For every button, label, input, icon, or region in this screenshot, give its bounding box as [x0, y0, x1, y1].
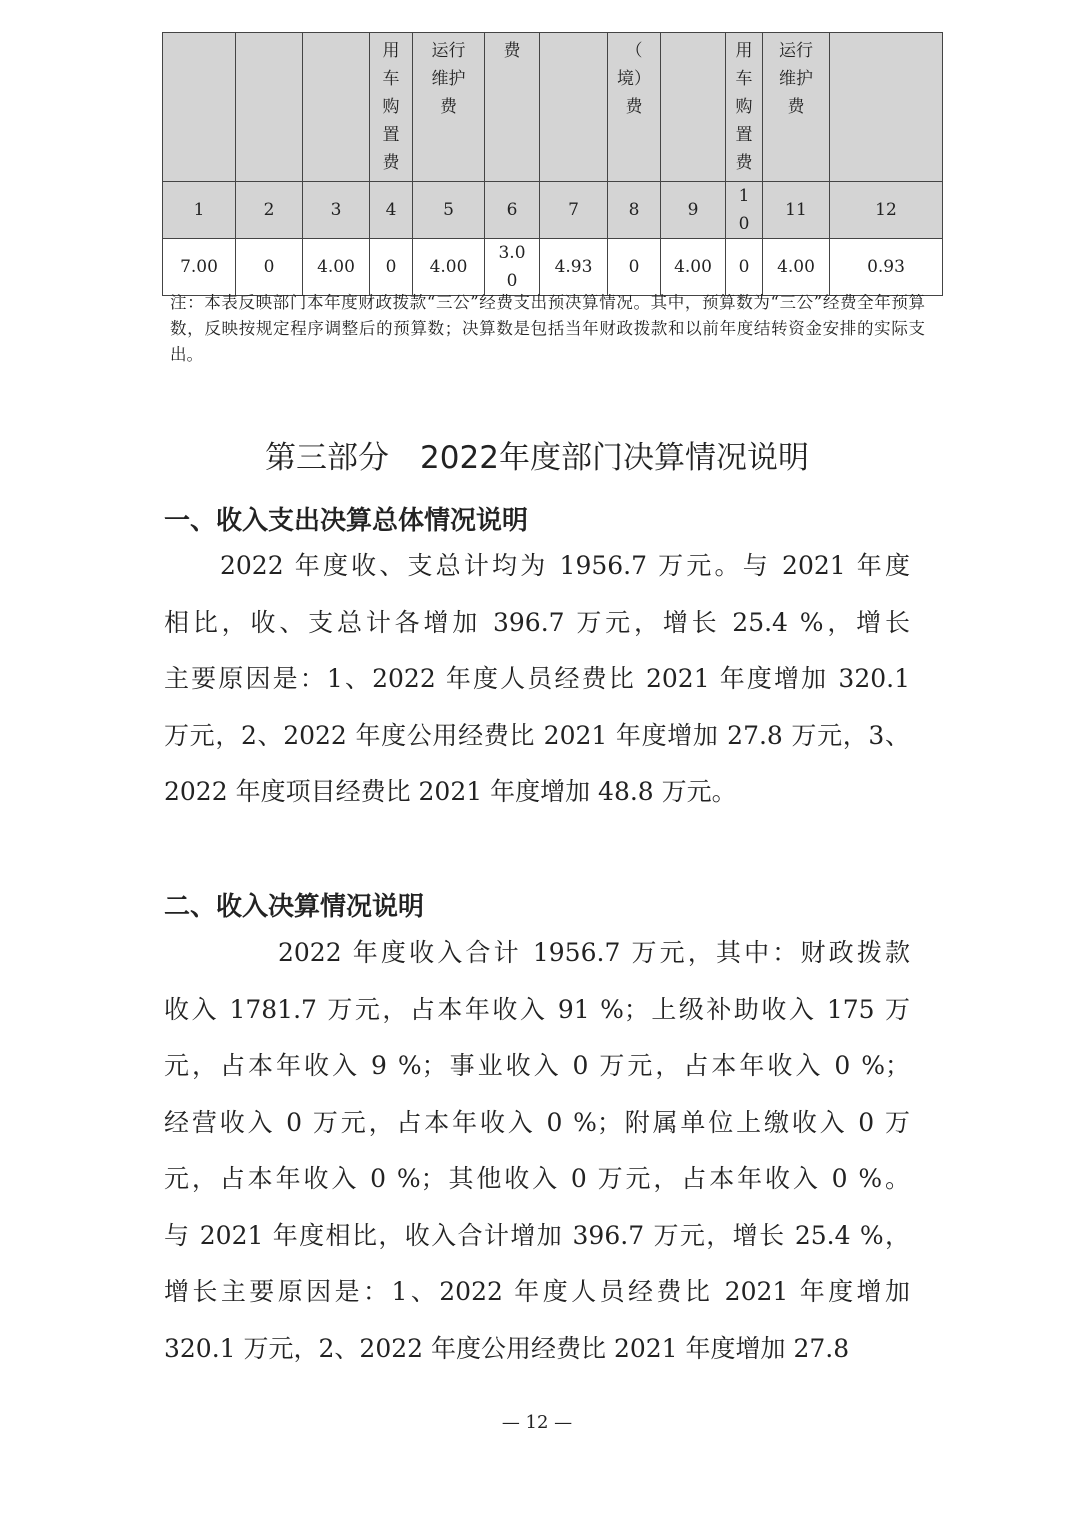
header-cell: （ 境） 费 [608, 33, 661, 182]
value-cell: 0 [608, 239, 661, 296]
income-paragraph-line: 与 2021 年度相比，收入合计增加 396.7 万元，增长 25.4 %， [164, 1220, 910, 1250]
income-paragraph-line: 收入 1781.7 万元，占本年收入 91 %；上级补助收入 175 万 [164, 994, 910, 1024]
income-paragraph-line: 元，占本年收入 0 %；其他收入 0 万元，占本年收入 0 %。 [164, 1164, 910, 1193]
value-cell: 7.00 [163, 239, 236, 296]
column-number-cell: 9 [661, 182, 726, 239]
three-public-expenses-table [162, 32, 943, 296]
value-cell: 0.93 [830, 239, 943, 296]
value-cell: 4.00 [413, 239, 485, 296]
value-cell: 4.93 [540, 239, 608, 296]
header-cell: 运行 维护 费 [413, 33, 485, 182]
column-number-cell: 3 [303, 182, 370, 239]
header-cell: 用 车 购 置 费 [726, 33, 763, 182]
header-cell: 费 [485, 33, 540, 182]
header-cell: 运行 维护 费 [763, 33, 830, 182]
column-number-cell: 11 [763, 182, 830, 239]
income-paragraph-line: 增长主要原因是：1、2022 年度人员经费比 2021 年度增加 [164, 1277, 910, 1306]
overview-paragraph-line: 万元，2、2022 年度公用经费比 2021 年度增加 27.8 万元，3、 [164, 720, 910, 750]
column-number-cell: 7 [540, 182, 608, 239]
income-paragraph-line: 经营收入 0 万元，占本年收入 0 %；附属单位上缴收入 0 万 [164, 1107, 910, 1137]
income-paragraph-line: 2022 年度收入合计 1956.7 万元，其中：财政拨款 [278, 938, 910, 967]
overview-paragraph-line: 2022 年度收、支总计均为 1956.7 万元。与 2021 年度 [220, 551, 910, 580]
overview-paragraph-line: 主要原因是：1、2022 年度人员经费比 2021 年度增加 320.1 [164, 664, 910, 693]
heading-income-expense-overview: 一、收入支出决算总体情况说明 [164, 506, 529, 536]
table-note: 注：本表反映部门本年度财政拨款“三公”经费支出预决算情况。其中，预算数为“三公”经费全年预算数，反映按规定程序调整后的预算数；决算数是包括当年财政拨款和以前年度结转资金安排的实际支出。 [170, 293, 925, 364]
overview-paragraph-line: 相比，收、支总计各增加 396.7 万元，增长 25.4 %，增长 [164, 607, 910, 637]
value-cell: 0 [236, 239, 303, 296]
income-paragraph-line: 元，占本年收入 9 %；事业收入 0 万元，占本年收入 0 %； [164, 1051, 910, 1080]
column-number-cell: 1 [163, 182, 236, 239]
column-number-cell: 2 [236, 182, 303, 239]
header-cell [830, 33, 943, 182]
value-cell: 0 [370, 239, 413, 296]
column-number-cell: 4 [370, 182, 413, 239]
header-cell [303, 33, 370, 182]
column-number-cell: 1 0 [726, 182, 763, 239]
column-number-cell: 5 [413, 182, 485, 239]
column-number-cell: 8 [608, 182, 661, 239]
column-number-cell: 12 [830, 182, 943, 239]
header-cell [661, 33, 726, 182]
page-number: — 12 — [501, 1412, 573, 1433]
income-paragraph-line: 320.1 万元，2、2022 年度公用经费比 2021 年度增加 27.8 [164, 1333, 850, 1363]
column-number-cell: 6 [485, 182, 540, 239]
section-title: 第三部分 2022年度部门决算情况说明 [265, 440, 809, 476]
heading-income-details: 二、收入决算情况说明 [164, 892, 425, 922]
value-cell: 4.00 [763, 239, 830, 296]
header-cell [163, 33, 236, 182]
header-cell [236, 33, 303, 182]
header-cell: 用 车 购 置 费 [370, 33, 413, 182]
value-cell: 4.00 [661, 239, 726, 296]
value-cell: 0 [726, 239, 763, 296]
header-cell [540, 33, 608, 182]
value-cell: 3.0 0 [485, 239, 540, 296]
value-cell: 4.00 [303, 239, 370, 296]
overview-paragraph-line: 2022 年度项目经费比 2021 年度增加 48.8 万元。 [164, 777, 737, 806]
